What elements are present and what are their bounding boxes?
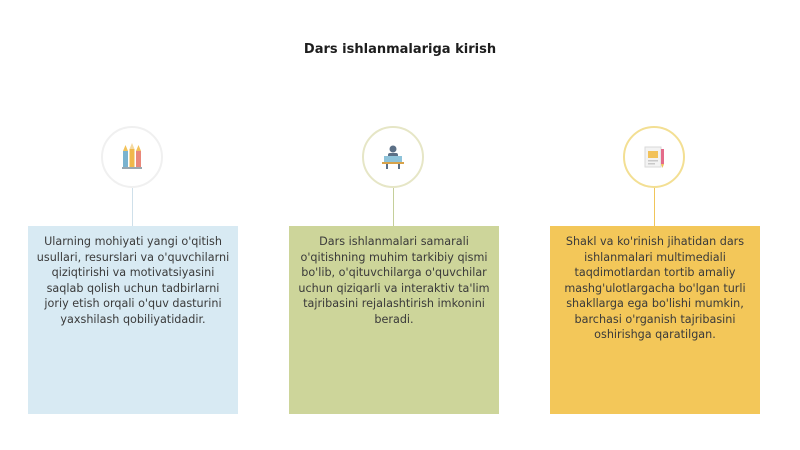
multimedia-paper-icon xyxy=(639,142,669,172)
icon-circle xyxy=(623,126,685,188)
info-column-3 xyxy=(550,126,760,416)
icon-circle xyxy=(362,126,424,188)
connector-line xyxy=(393,188,394,226)
pencils-icon xyxy=(117,142,147,172)
page-title: Dars ishlanmalariga kirish xyxy=(303,42,497,57)
info-card-2: Dars ishlanmalari samarali o'qitishning muhim tarkibiy qismi bo'lib, o'qituvchilarga o'quvchilar uchun qiziqarli va interaktiv ta'lim tajribasini rejalashtirish imkonini beradi. xyxy=(289,226,499,414)
icon-circle xyxy=(101,126,163,188)
info-column-2 xyxy=(289,126,499,416)
teacher-board-icon xyxy=(378,142,408,172)
connector-line xyxy=(654,188,655,226)
connector-line xyxy=(132,188,133,226)
info-column-1 xyxy=(28,126,238,416)
info-card-3: Shakl va ko'rinish jihatidan dars ishlanmalari multimediali taqdimotlardan tortib amaliy mashg'ulotlargacha bo'lgan turli shakllarga ega bo'lishi mumkin, barchasi o'rganish tajribasini oshirishga qaratilgan. xyxy=(550,226,760,414)
info-card-1: Ularning mohiyati yangi o'qitish usullari, resurslari va o'quvchilarni qiziqtirishi va motivatsiyasini saqlab qolish uchun tadbirlarni joriy etish orqali o'quv dasturini yaxshilash qobiliyatidadir. xyxy=(28,226,238,414)
